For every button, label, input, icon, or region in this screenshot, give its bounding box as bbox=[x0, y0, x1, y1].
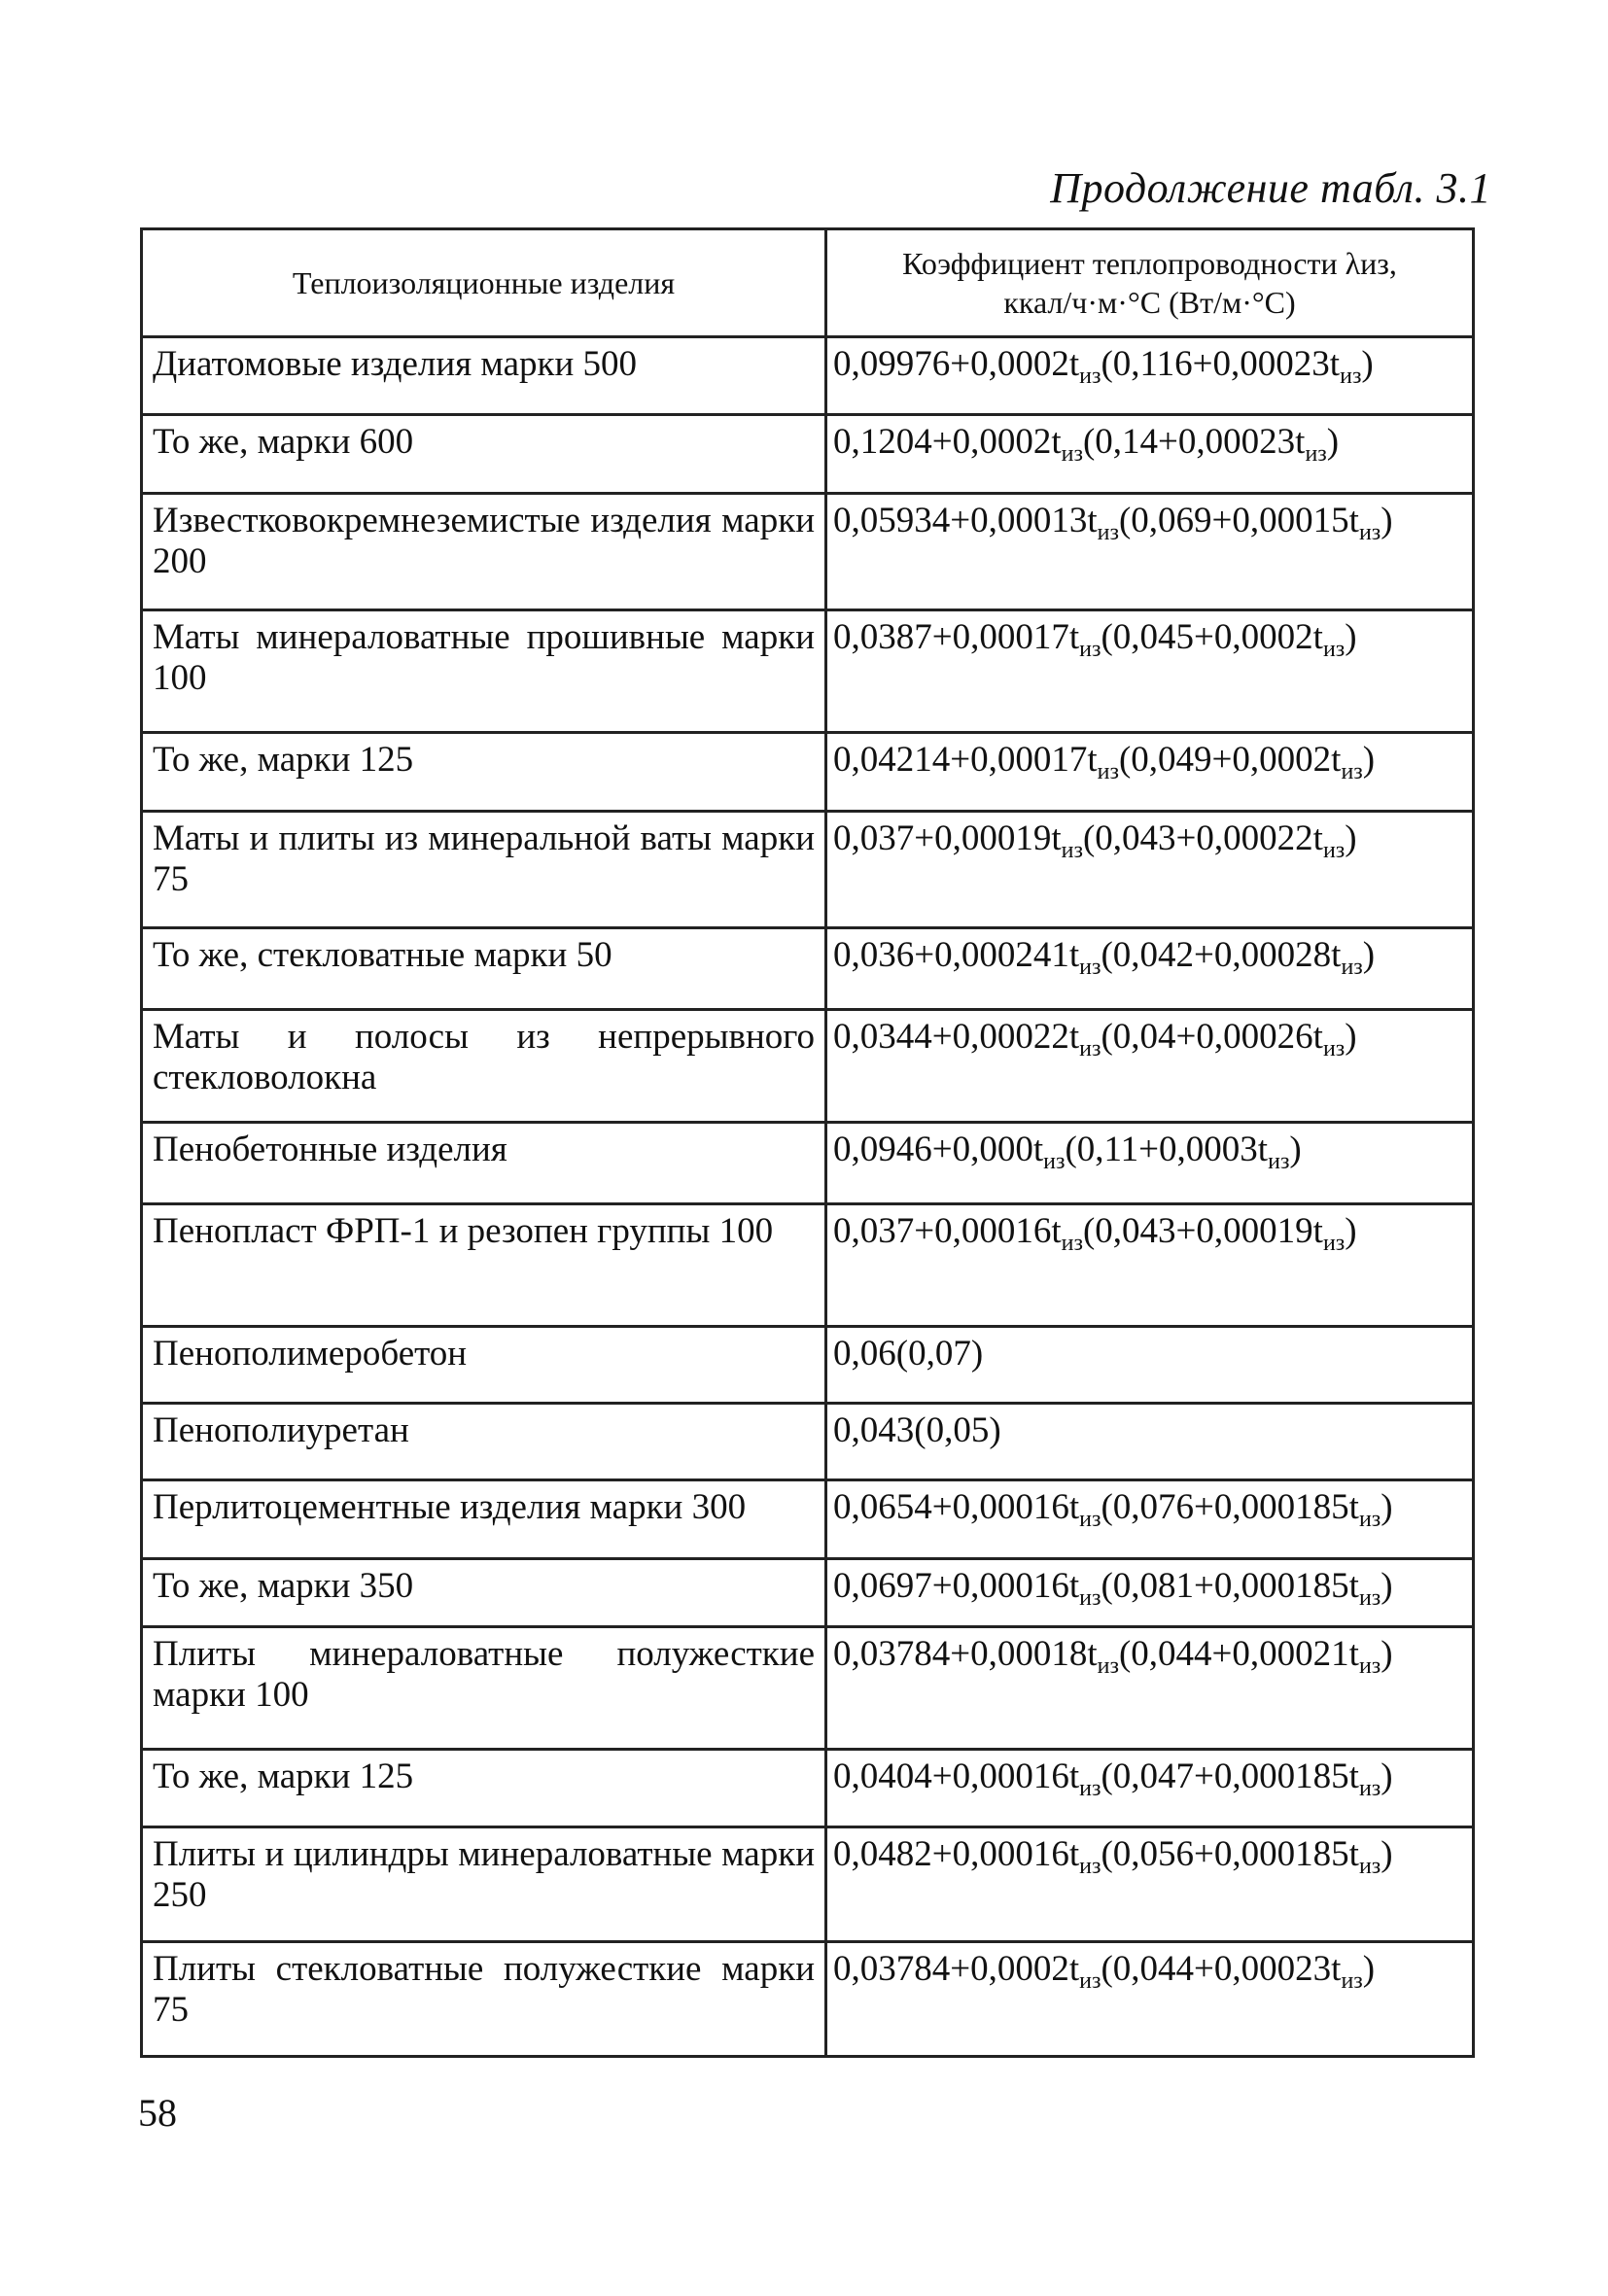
product-name: Перлитоцементные изделия марки 300 bbox=[142, 1480, 826, 1559]
table-row bbox=[142, 610, 1474, 733]
conductivity-coefficient: $0,037+0,00016t_{из}(0,043+0,00019t_{из})$ bbox=[826, 1204, 1474, 1327]
conductivity-coefficient: $0,03784+0,00018t_{из}(0,044+0,00021t_{из})$ bbox=[826, 1627, 1474, 1750]
product-name: То же, марки 125 bbox=[142, 1750, 826, 1827]
table-row bbox=[142, 494, 1474, 610]
conductivity-coefficient: $0,04214+0,00017t_{из}(0,049+0,0002t_{из})$ bbox=[826, 733, 1474, 812]
product-name: Маты минераловатные прошивные марки 100 bbox=[142, 610, 826, 733]
header-coefficient bbox=[826, 229, 1474, 337]
table-row bbox=[142, 1327, 1474, 1404]
product-name: Маты и полосы из непрерывного стекловолокна bbox=[142, 1010, 826, 1123]
table-row bbox=[142, 415, 1474, 494]
conductivity-coefficient: $0,09976+0,0002t_{из}(0,116+0,00023t_{из})$ bbox=[826, 337, 1474, 415]
conductivity-coefficient: $0,0697+0,00016t_{из}(0,081+0,000185t_{из})$ bbox=[826, 1559, 1474, 1627]
table-row bbox=[142, 812, 1474, 928]
product-name: Плиты и цилиндры минераловатные марки 250 bbox=[142, 1827, 826, 1942]
conductivity-coefficient: $0,0946+0,000t_{из}(0,11+0,0003t_{из})$ bbox=[826, 1123, 1474, 1204]
product-name: Плиты минераловатные полужесткие марки 100 bbox=[142, 1627, 826, 1750]
table-row bbox=[142, 1750, 1474, 1827]
conductivity-coefficient: $0,1204+0,0002t_{из}(0,14+0,00023t_{из})$ bbox=[826, 415, 1474, 494]
product-name: Пенополимеробетон bbox=[142, 1327, 826, 1404]
thermal-conductivity-table bbox=[140, 227, 1475, 2058]
conductivity-coefficient: $0,036+0,000241t_{из}(0,042+0,00028t_{из})$ bbox=[826, 928, 1474, 1010]
product-name: То же, марки 125 bbox=[142, 733, 826, 812]
table-row bbox=[142, 1827, 1474, 1942]
product-name: То же, стекловатные марки 50 bbox=[142, 928, 826, 1010]
conductivity-coefficient: $0,03784+0,0002t_{из}(0,044+0,00023t_{из})$ bbox=[826, 1942, 1474, 2057]
product-name: Плиты стекловатные полужесткие марки 75 bbox=[142, 1942, 826, 2057]
table-row bbox=[142, 1627, 1474, 1750]
table-row bbox=[142, 337, 1474, 415]
table-row bbox=[142, 1123, 1474, 1204]
table-row bbox=[142, 1404, 1474, 1480]
table-caption: Продолжение табл. 3.1 bbox=[1050, 164, 1491, 212]
conductivity-coefficient: $0,0654+0,00016t_{из}(0,076+0,000185t_{из})$ bbox=[826, 1480, 1474, 1559]
table-row bbox=[142, 1480, 1474, 1559]
product-name: Пенобетонные изделия bbox=[142, 1123, 826, 1204]
product-name: Маты и плиты из минеральной ваты марки 75 bbox=[142, 812, 826, 928]
header-products: Теплоизоляционные изделия bbox=[142, 229, 826, 337]
product-name: Диатомовые изделия марки 500 bbox=[142, 337, 826, 415]
table-header-row bbox=[142, 229, 1474, 337]
conductivity-coefficient: 0,06(0,07) bbox=[826, 1327, 1474, 1404]
product-name: То же, марки 350 bbox=[142, 1559, 826, 1627]
table-row bbox=[142, 1010, 1474, 1123]
table-row bbox=[142, 1204, 1474, 1327]
page-number: 58 bbox=[138, 2091, 177, 2135]
header-coefficient-line1: Коэффициент теплопроводности λиз, bbox=[902, 246, 1397, 281]
conductivity-coefficient: $0,05934+0,00013t_{из}(0,069+0,00015t_{из})$ bbox=[826, 494, 1474, 610]
conductivity-coefficient: $0,0482+0,00016t_{из}(0,056+0,000185t_{из})$ bbox=[826, 1827, 1474, 1942]
conductivity-coefficient: $0,0404+0,00016t_{из}(0,047+0,000185t_{из})$ bbox=[826, 1750, 1474, 1827]
product-name: Пенопласт ФРП-1 и резопен группы 100 bbox=[142, 1204, 826, 1327]
product-name: Известковокремнеземистые изделия марки 200 bbox=[142, 494, 826, 610]
table-row bbox=[142, 928, 1474, 1010]
conductivity-coefficient: $0,0387+0,00017t_{из}(0,045+0,0002t_{из})$ bbox=[826, 610, 1474, 733]
table-row bbox=[142, 1559, 1474, 1627]
conductivity-coefficient: 0,043(0,05) bbox=[826, 1404, 1474, 1480]
table-row bbox=[142, 1942, 1474, 2057]
conductivity-coefficient: $0,037+0,00019t_{из}(0,043+0,00022t_{из})$ bbox=[826, 812, 1474, 928]
table-row bbox=[142, 733, 1474, 812]
product-name: То же, марки 600 bbox=[142, 415, 826, 494]
product-name: Пенополиуретан bbox=[142, 1404, 826, 1480]
header-coefficient-line2: ккал/ч·м·°С (Вт/м·°С) bbox=[1003, 285, 1296, 320]
conductivity-coefficient: $0,0344+0,00022t_{из}(0,04+0,00026t_{из})$ bbox=[826, 1010, 1474, 1123]
